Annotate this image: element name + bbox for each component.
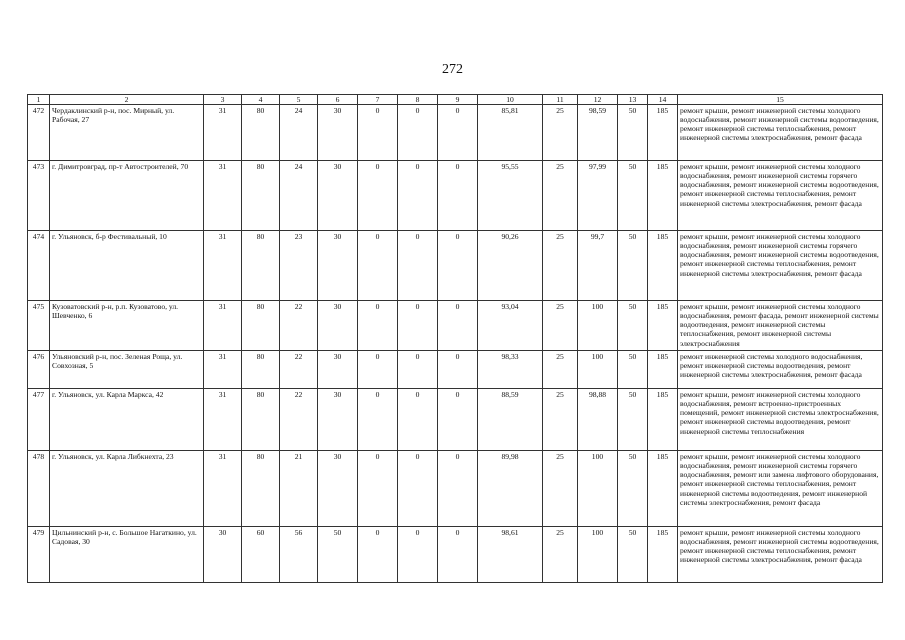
repair-works-cell: ремонт крыши, ремонт инженерной системы холодного водоснабжения, ремонт инженерной системы горячего водоснабжения, ремонт инженерной системы водоотведения, ремонт инженерной системы теплоснабжения, ремонт инженерной системы электроснабжения, ремонт фасада — [678, 161, 883, 231]
repair-works-cell: ремонт крыши, ремонт инженерной системы холодного водоснабжения, ремонт инженерной системы водоотведения, ремонт инженерной системы теплоснабжения, ремонт инженерной системы электроснабжения, ремонт фасада — [678, 105, 883, 161]
value-cell-col-8: 0 — [398, 301, 438, 351]
value-cell-col-13: 50 — [618, 161, 648, 231]
value-cell-col-8: 0 — [398, 451, 438, 527]
value-cell-col-8: 0 — [398, 161, 438, 231]
value-cell-col-12: 100 — [578, 351, 618, 389]
value-cell-col-10: 93,04 — [478, 301, 543, 351]
repair-works-cell: ремонт крыши, ремонт инженерной системы холодного водоснабжения, ремонт встроенно-пристроенных помещений, ремонт инженерной системы электроснабжения, ремонт инженерной системы водоотведения, ремонт инженерной системы теплоснабжения — [678, 389, 883, 451]
column-header-15: 15 — [678, 95, 883, 105]
column-header-8: 8 — [398, 95, 438, 105]
address-cell: г. Ульяновск, ул. Карла Маркса, 42 — [50, 389, 204, 451]
value-cell-col-11: 25 — [543, 105, 578, 161]
value-cell-col-10: 85,81 — [478, 105, 543, 161]
value-cell-col-7: 0 — [358, 231, 398, 301]
value-cell-col-3: 31 — [204, 231, 242, 301]
value-cell-col-6: 30 — [318, 161, 358, 231]
table-row — [28, 301, 883, 351]
column-header-4: 4 — [242, 95, 280, 105]
value-cell-col-6: 30 — [318, 301, 358, 351]
value-cell-col-11: 25 — [543, 527, 578, 583]
value-cell-col-10: 88,59 — [478, 389, 543, 451]
value-cell-col-13: 50 — [618, 231, 648, 301]
address-cell: Цильнинский р-н, с. Большое Нагаткино, ул. Садовая, 30 — [50, 527, 204, 583]
value-cell-col-3: 31 — [204, 351, 242, 389]
address-cell: Чердаклинский р-н, пос. Мирный, ул. Рабочая, 27 — [50, 105, 204, 161]
value-cell-col-5: 22 — [280, 301, 318, 351]
value-cell-col-6: 30 — [318, 451, 358, 527]
table-row — [28, 231, 883, 301]
repair-works-cell: ремонт крыши, ремонт инженерной системы холодного водоснабжения, ремонт инженерной системы горячего водоснабжения, ремонт инженерной системы водоотведения, ремонт инженерной системы теплоснабжения, ремонт инженерной системы электроснабжения, ремонт фасада — [678, 231, 883, 301]
value-cell-col-4: 80 — [242, 161, 280, 231]
column-header-5: 5 — [280, 95, 318, 105]
value-cell-col-13: 50 — [618, 351, 648, 389]
value-cell-col-11: 25 — [543, 451, 578, 527]
page-number: 272 — [442, 62, 463, 77]
value-cell-col-10: 89,98 — [478, 451, 543, 527]
column-header-9: 9 — [438, 95, 478, 105]
column-header-1: 1 — [28, 95, 50, 105]
value-cell-col-4: 80 — [242, 105, 280, 161]
value-cell-col-9: 0 — [438, 451, 478, 527]
value-cell-col-12: 100 — [578, 527, 618, 583]
repair-works-cell: ремонт инженерной системы холодного водоснабжения, ремонт инженерной системы водоотведения, ремонт инженерной системы электроснабжения, ремонт фасада — [678, 351, 883, 389]
value-cell-col-14: 185 — [648, 161, 678, 231]
address-cell: г. Ульяновск, ул. Карла Либкнехта, 23 — [50, 451, 204, 527]
value-cell-col-11: 25 — [543, 389, 578, 451]
value-cell-col-4: 80 — [242, 231, 280, 301]
value-cell-col-5: 22 — [280, 351, 318, 389]
column-number-row — [28, 95, 883, 105]
value-cell-col-13: 50 — [618, 105, 648, 161]
value-cell-col-8: 0 — [398, 231, 438, 301]
column-header-7: 7 — [358, 95, 398, 105]
value-cell-col-14: 185 — [648, 451, 678, 527]
value-cell-col-6: 50 — [318, 527, 358, 583]
value-cell-col-5: 24 — [280, 161, 318, 231]
value-cell-col-9: 0 — [438, 231, 478, 301]
value-cell-col-10: 95,55 — [478, 161, 543, 231]
value-cell-col-9: 0 — [438, 527, 478, 583]
value-cell-col-7: 0 — [358, 105, 398, 161]
row-number-cell: 479 — [28, 527, 50, 583]
address-cell: г. Димитровград, пр-т Автостроителей, 70 — [50, 161, 204, 231]
value-cell-col-4: 80 — [242, 389, 280, 451]
row-number-cell: 474 — [28, 231, 50, 301]
value-cell-col-9: 0 — [438, 161, 478, 231]
value-cell-col-8: 0 — [398, 105, 438, 161]
row-number-cell: 477 — [28, 389, 50, 451]
value-cell-col-3: 30 — [204, 527, 242, 583]
value-cell-col-3: 31 — [204, 161, 242, 231]
column-header-14: 14 — [648, 95, 678, 105]
value-cell-col-7: 0 — [358, 527, 398, 583]
row-number-cell: 475 — [28, 301, 50, 351]
column-header-13: 13 — [618, 95, 648, 105]
repair-works-cell: ремонт крыши, ремонт инженерной системы холодного водоснабжения, ремонт инженерной системы горячего водоснабжения, ремонт или замена лифтового оборудования, ремонт инженерной системы теплоснабжения, ремонт инженерной системы водоотведения, ремонт инженерной системы электроснабжения, ремонт фасада — [678, 451, 883, 527]
value-cell-col-12: 100 — [578, 451, 618, 527]
repair-works-cell: ремонт крыши, ремонт инженерной системы холодного водоснабжения, ремонт фасада, ремонт инженерной системы водоотведения, ремонт инженерной системы теплоснабжения, ремонт инженерной системы электроснабжения — [678, 301, 883, 351]
address-cell: Кузоватовский р-н, р.п. Кузоватово, ул. Шевченко, 6 — [50, 301, 204, 351]
value-cell-col-10: 90,26 — [478, 231, 543, 301]
value-cell-col-12: 97,99 — [578, 161, 618, 231]
value-cell-col-12: 100 — [578, 301, 618, 351]
repair-works-cell: ремонт крыши, ремонт инженерной системы холодного водоснабжения, ремонт инженерной системы водоотведения, ремонт инженерной системы теплоснабжения, ремонт инженерной системы электроснабжения, ремонт фасада — [678, 527, 883, 583]
value-cell-col-11: 25 — [543, 231, 578, 301]
value-cell-col-12: 98,88 — [578, 389, 618, 451]
value-cell-col-11: 25 — [543, 301, 578, 351]
repair-register-table — [27, 94, 883, 583]
value-cell-col-13: 50 — [618, 389, 648, 451]
value-cell-col-9: 0 — [438, 389, 478, 451]
value-cell-col-4: 80 — [242, 301, 280, 351]
value-cell-col-6: 30 — [318, 351, 358, 389]
value-cell-col-9: 0 — [438, 351, 478, 389]
value-cell-col-3: 31 — [204, 301, 242, 351]
value-cell-col-12: 99,7 — [578, 231, 618, 301]
table-row — [28, 351, 883, 389]
value-cell-col-7: 0 — [358, 161, 398, 231]
value-cell-col-10: 98,33 — [478, 351, 543, 389]
row-number-cell: 472 — [28, 105, 50, 161]
value-cell-col-6: 30 — [318, 105, 358, 161]
value-cell-col-12: 98,59 — [578, 105, 618, 161]
value-cell-col-5: 22 — [280, 389, 318, 451]
row-number-cell: 478 — [28, 451, 50, 527]
value-cell-col-13: 50 — [618, 527, 648, 583]
table-row — [28, 527, 883, 583]
value-cell-col-14: 185 — [648, 301, 678, 351]
value-cell-col-4: 80 — [242, 451, 280, 527]
value-cell-col-8: 0 — [398, 527, 438, 583]
value-cell-col-7: 0 — [358, 301, 398, 351]
value-cell-col-11: 25 — [543, 351, 578, 389]
value-cell-col-13: 50 — [618, 301, 648, 351]
table-row — [28, 105, 883, 161]
value-cell-col-3: 31 — [204, 451, 242, 527]
value-cell-col-4: 80 — [242, 351, 280, 389]
value-cell-col-14: 185 — [648, 105, 678, 161]
value-cell-col-14: 185 — [648, 389, 678, 451]
column-header-6: 6 — [318, 95, 358, 105]
table-row — [28, 451, 883, 527]
value-cell-col-14: 185 — [648, 231, 678, 301]
value-cell-col-13: 50 — [618, 451, 648, 527]
value-cell-col-4: 60 — [242, 527, 280, 583]
value-cell-col-7: 0 — [358, 351, 398, 389]
value-cell-col-11: 25 — [543, 161, 578, 231]
value-cell-col-7: 0 — [358, 451, 398, 527]
value-cell-col-9: 0 — [438, 105, 478, 161]
value-cell-col-5: 21 — [280, 451, 318, 527]
address-cell: г. Ульяновск, б-р Фестивальный, 10 — [50, 231, 204, 301]
column-header-11: 11 — [543, 95, 578, 105]
value-cell-col-5: 56 — [280, 527, 318, 583]
column-header-10: 10 — [478, 95, 543, 105]
value-cell-col-7: 0 — [358, 389, 398, 451]
value-cell-col-10: 98,61 — [478, 527, 543, 583]
table-row — [28, 161, 883, 231]
table-row — [28, 389, 883, 451]
value-cell-col-6: 30 — [318, 231, 358, 301]
value-cell-col-5: 23 — [280, 231, 318, 301]
row-number-cell: 476 — [28, 351, 50, 389]
value-cell-col-3: 31 — [204, 389, 242, 451]
address-cell: Ульяновский р-н, пос. Зеленая Роща, ул. Совхозная, 5 — [50, 351, 204, 389]
column-header-3: 3 — [204, 95, 242, 105]
column-header-12: 12 — [578, 95, 618, 105]
table-body — [28, 105, 883, 583]
column-header-2: 2 — [50, 95, 204, 105]
value-cell-col-8: 0 — [398, 389, 438, 451]
row-number-cell: 473 — [28, 161, 50, 231]
value-cell-col-3: 31 — [204, 105, 242, 161]
value-cell-col-8: 0 — [398, 351, 438, 389]
value-cell-col-14: 185 — [648, 351, 678, 389]
value-cell-col-9: 0 — [438, 301, 478, 351]
value-cell-col-6: 30 — [318, 389, 358, 451]
value-cell-col-5: 24 — [280, 105, 318, 161]
value-cell-col-14: 185 — [648, 527, 678, 583]
